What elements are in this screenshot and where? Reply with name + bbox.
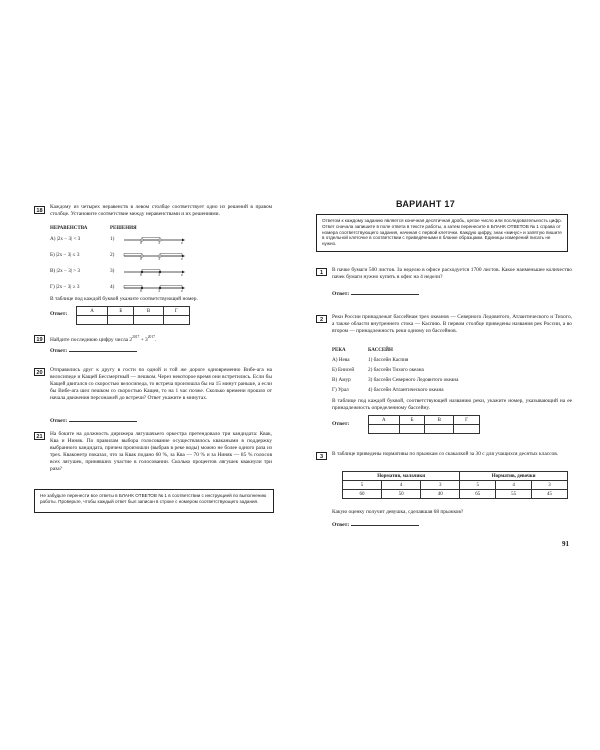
task-3-question: Какую оценку получит девушка, сделавшая 68 прыжков? <box>332 509 464 515</box>
header-boys: Норматив, мальчики <box>343 472 460 481</box>
table-row <box>369 425 480 434</box>
task-18-answer-table <box>76 306 190 325</box>
task-1-text: В пачке бумаги 500 листов. За неделю в офисе расходуется 1700 листов. Какое наименьшее количество пачек бумаги нужно купить в офис на 4 недели? <box>332 267 572 281</box>
table-row <box>343 472 568 481</box>
river-d: Г) Урал <box>332 387 349 393</box>
task-number-18: 18 <box>34 206 45 214</box>
answer-letter-d: Г <box>454 416 480 425</box>
basin-3: 3) бассейн Северного Ледовитого океана <box>368 377 459 383</box>
task-2-col-river: РЕКА <box>332 348 346 353</box>
nl1-tick-0: 0 <box>140 241 142 245</box>
page-number: 91 <box>562 540 569 548</box>
value-cell: 55 <box>496 490 532 499</box>
ineq-a: А) |2x − 3| < 3 <box>50 236 81 242</box>
nl4-tick-3: 3 <box>158 289 160 293</box>
nl1-tick-3: 3 <box>158 241 160 245</box>
transfer-answers-notice: Не забудьте перенести все ответы в БЛАНК ОТВЕТОВ № 1 в соответствии с инструкцией по выполнению работы. Проверьте, чтобы каждый ответ был записан в строке с номером соответствующего задания. <box>34 489 274 513</box>
nl2-axis-var: x <box>181 257 183 261</box>
nl3-tick-3: 3 <box>158 273 160 277</box>
nl2-tick-3: 3 <box>158 257 160 261</box>
river-c: В) Амур <box>332 377 351 383</box>
header-girls: Норматив, девочки <box>460 472 568 481</box>
task-19-answer-field[interactable] <box>69 346 137 352</box>
task-18-col-ineq: НЕРАВЕНСТВА <box>50 226 88 231</box>
task-number-3: 3 <box>316 452 327 460</box>
task-3-norms-table <box>342 471 568 499</box>
nl3-tick-0: 0 <box>140 273 142 277</box>
task-1-answer <box>332 289 419 297</box>
number-line-4 <box>124 284 184 294</box>
grade-cell: 4 <box>496 481 532 490</box>
value-cell: 65 <box>460 490 496 499</box>
nl4-axis-var: x <box>181 289 183 293</box>
value-cell: 50 <box>382 490 421 499</box>
task-19-exp-2: 2017 <box>147 335 155 339</box>
table-row <box>343 490 568 499</box>
grade-cell: 3 <box>421 481 460 490</box>
value-cell: 45 <box>532 490 568 499</box>
nl4-tick-0: 0 <box>140 289 142 293</box>
answer-cell-c[interactable] <box>425 425 454 434</box>
task-19-answer-label: Ответ: <box>50 348 68 354</box>
task-20-answer <box>50 416 137 424</box>
grade-cell: 5 <box>460 481 496 490</box>
grade-cell: 5 <box>343 481 382 490</box>
table-row <box>343 481 568 490</box>
task-20-answer-label: Ответ: <box>50 418 68 424</box>
answer-letter-a: А <box>77 307 108 316</box>
basin-2: 2) бассейн Тихого океана <box>368 367 424 373</box>
answer-cell-c[interactable] <box>134 316 163 325</box>
basin-4: 4) бассейн Атлантического океана <box>368 387 444 393</box>
solution-option-4: 4) <box>110 284 115 290</box>
task-18-text: Каждому из четырех неравенств в левом столбце соответствует одно из решений в правом столбце. Установите соответствие между неравенствами и их решениями. <box>50 204 272 218</box>
task-1-answer-label: Ответ: <box>332 291 350 297</box>
task-18-answer-label: Ответ: <box>50 311 68 317</box>
solution-option-2: 2) <box>110 252 115 258</box>
task-19-text-b: + 3 <box>139 336 148 343</box>
task-20-answer-field[interactable] <box>69 416 137 422</box>
task-3-answer-field[interactable] <box>351 520 419 526</box>
grade-cell: 4 <box>382 481 421 490</box>
task-19-exp-1: 2017 <box>132 335 140 339</box>
task-2-answer-table <box>368 415 480 434</box>
value-cell: 60 <box>343 490 382 499</box>
value-cell: 40 <box>421 490 460 499</box>
answer-letter-c: В <box>134 307 163 316</box>
answer-cell-d[interactable] <box>454 425 480 434</box>
task-19-text-c: . <box>154 336 157 343</box>
answer-letter-b: Б <box>399 416 425 425</box>
task-number-21: 21 <box>34 432 45 440</box>
answer-letter-d: Г <box>163 307 189 316</box>
solution-option-1: 1) <box>110 236 115 242</box>
task-19-text-a: Найдите последнюю цифру числа 2 <box>50 336 133 343</box>
solution-option-3: 3) <box>110 268 115 274</box>
answer-letter-b: Б <box>108 307 134 316</box>
river-b: Б) Енисей <box>332 367 355 373</box>
right-page <box>300 0 600 750</box>
answer-cell-b[interactable] <box>108 316 134 325</box>
instruction-box: Ответом к каждому заданию является конечная десятичная дробь, целое число или последовательность цифр. Ответ сначала запишите в поле ответа в тексте работы, а затем перенесите в БЛАНК ОТВЕТОВ № 1 справа от номера соответствующего задания, начиная с первой клеточки. Каждую цифру, знак «минус» и запятую пишите в отдельной клеточке в соответствии с приведёнными в бланке образцами. Единицы измерений писать не нужно. <box>316 214 568 252</box>
table-row <box>77 316 190 325</box>
number-line-1 <box>124 236 184 246</box>
variant-heading: ВАРИАНТ 17 <box>396 199 456 209</box>
river-a: А) Нева <box>332 357 350 363</box>
table-row <box>369 416 480 425</box>
task-2-text: Реки России принадлежат бассейнам трех океанов — Северного Ледовитого, Атлантического и Тихого, а также области внутреннего стока — Каспию. В первом столбце приведены названия рек России, а во втором — принадлежность реки одному из бассейнов. <box>332 314 572 335</box>
answer-cell-b[interactable] <box>399 425 425 434</box>
task-2-answer-label: Ответ: <box>332 421 350 427</box>
task-number-2: 2 <box>316 315 327 323</box>
answer-cell-d[interactable] <box>163 316 189 325</box>
task-19-text <box>50 334 272 344</box>
task-3-text: В таблице приведены нормативы по прыжкам со скакалкой за 30 с для учащихся десятых классов. <box>332 451 559 457</box>
number-line-2 <box>124 252 184 262</box>
task-number-20: 20 <box>34 368 45 376</box>
task-3-answer-label: Ответ: <box>332 522 350 528</box>
basin-1: 1) бассейн Каспия <box>368 357 409 363</box>
table-row <box>77 307 190 316</box>
task-18-instruction: В таблице под каждой буквой укажите соответствующий номер. <box>50 296 198 302</box>
task-number-19: 19 <box>34 335 45 343</box>
nl3-axis-var: x <box>181 273 183 277</box>
task-20-text: Отправились друг к другу в гости по одной и той же дороге одновременно Вибе-ага на велосипеде и Кащей Бессмертный — пешком. Через некоторое время они встретились. Если бы Кащей двигался со скоростью велосипеда, то встреча произошла бы на 15 минут раньше, а если бы Вибе-ага шел пешком со скоростью Кащея, то на 1 час позже. Сколько времени прошло от начала движения персонажей до встречи? Ответ укажите в минутах. <box>50 367 272 402</box>
answer-letter-a: А <box>369 416 400 425</box>
task-21-text: На боките на должность дирижера лягушачьего оркестра претендовало три кандидата: Квак, Ква и Ниняк. По правилам выбора голосование осуществлялось квакаными в поддержку выбранного кандидата, причем произошли (выбрав в реке воды) можно не более одного раза из трех. Кваконетр показал, что за Квак подано 60 %, за Ква — 70 % и за Ниняк — 85 % голосов всех лягушек, принявших участие в голосовании. Сколько процентов лягушек квакнули три раза? <box>50 431 272 473</box>
answer-cell-a[interactable] <box>369 425 400 434</box>
task-2-instruction: В таблице под каждой буквой, соответствующей названию реки, укажите номер, указывающий на ее принадлежность определенному бассейну. <box>332 398 572 412</box>
grade-cell: 3 <box>532 481 568 490</box>
task-18-col-sol: РЕШЕНИЯ <box>110 226 137 231</box>
task-number-1: 1 <box>316 268 327 276</box>
answer-letter-c: В <box>425 416 454 425</box>
answer-cell-a[interactable] <box>77 316 108 325</box>
task-19-answer <box>50 346 137 354</box>
ineq-b: Б) |2x − 3| ≤ 3 <box>50 252 80 258</box>
nl1-axis-var: x <box>181 241 183 245</box>
ineq-d: Г) |2x − 3| ≥ 3 <box>50 284 80 290</box>
ineq-c: В) |2x − 3| > 3 <box>50 268 80 274</box>
nl2-tick-0: 0 <box>140 257 142 261</box>
task-3-answer <box>332 520 419 528</box>
task-1-answer-field[interactable] <box>351 289 419 295</box>
number-line-3 <box>124 268 184 278</box>
task-2-col-basin: БАССЕЙН <box>368 348 393 353</box>
